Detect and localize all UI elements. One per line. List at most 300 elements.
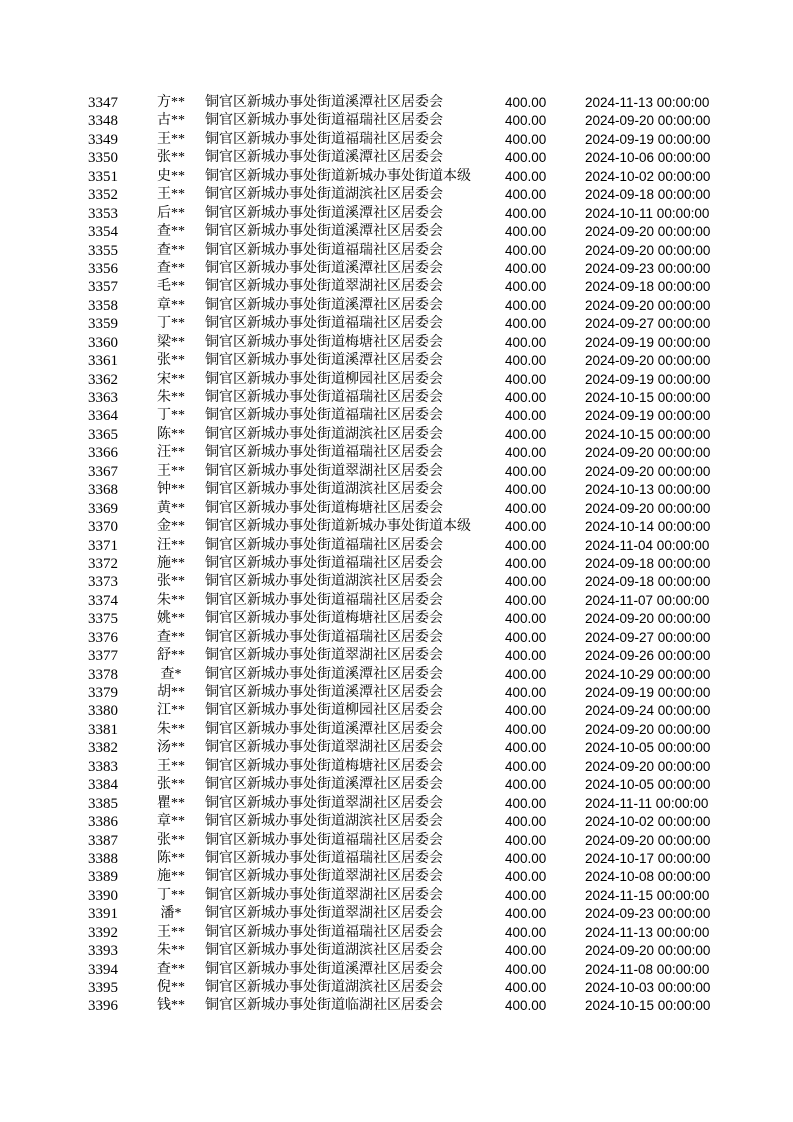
cell-org: 铜官区新城办事处街道福瑞社区居委会: [205, 316, 443, 332]
cell-amount: 400.00: [505, 224, 547, 240]
cell-amount: 400.00: [505, 685, 547, 700]
cell-org: 铜官区新城办事处街道福瑞社区居委会: [205, 242, 443, 258]
cell-id: 3378: [88, 666, 118, 683]
cell-amount: 400.00: [505, 703, 547, 719]
cell-name: 江**: [157, 703, 185, 719]
cell-amount: 400.00: [505, 648, 547, 664]
cell-amount: 400.00: [505, 740, 547, 756]
cell-id: 3388: [88, 850, 118, 867]
cell-org: 铜官区新城办事处街道翠湖社区居委会: [205, 906, 443, 922]
cell-amount: 400.00: [505, 371, 547, 387]
cell-id: 3365: [88, 426, 118, 443]
cell-id: 3391: [88, 906, 118, 923]
cell-id: 3352: [88, 187, 118, 204]
cell-id: 3395: [88, 980, 118, 996]
cell-org: 铜官区新城办事处街道福瑞社区居委会: [205, 592, 443, 608]
cell-name: 黄**: [157, 500, 185, 516]
cell-id: 3385: [88, 795, 118, 812]
cell-id: 3372: [88, 555, 118, 572]
cell-id: 3351: [88, 168, 118, 185]
cell-date: 2024-09-23 00:00:00: [585, 906, 711, 922]
cell-name: 史**: [157, 168, 185, 184]
cell-amount: 400.00: [505, 887, 547, 903]
cell-id: 3362: [88, 371, 118, 388]
cell-date: 2024-11-11 00:00:00: [585, 795, 709, 811]
cell-id: 3355: [88, 242, 118, 259]
cell-org: 铜官区新城办事处街道福瑞社区居委会: [205, 537, 443, 553]
cell-org: 铜官区新城办事处街道翠湖社区居委会: [205, 795, 443, 811]
cell-name: 张**: [157, 574, 185, 590]
cell-date: 2024-09-20 00:00:00: [585, 611, 711, 627]
cell-name: 丁**: [157, 408, 185, 424]
table-row: [0, 334, 793, 352]
cell-name: 瞿**: [157, 795, 185, 811]
cell-amount: 400.00: [505, 814, 547, 830]
table-row: [0, 684, 793, 702]
cell-name: 胡**: [157, 685, 185, 700]
cell-org: 铜官区新城办事处街道溪潭社区居委会: [205, 297, 443, 313]
cell-name: 倪**: [157, 980, 185, 995]
table-row: [0, 924, 793, 942]
cell-id: 3394: [88, 961, 118, 978]
cell-id: 3386: [88, 814, 118, 831]
cell-date: 2024-09-27 00:00:00: [585, 316, 711, 332]
cell-name: 王**: [157, 758, 185, 774]
cell-date: 2024-10-05 00:00:00: [585, 740, 711, 756]
cell-id: 3356: [88, 260, 118, 277]
cell-name: 查**: [157, 961, 185, 977]
cell-amount: 400.00: [505, 242, 547, 258]
cell-amount: 400.00: [505, 426, 547, 442]
cell-name: 朱**: [157, 943, 185, 959]
cell-org: 铜官区新城办事处街道溪潭社区居委会: [205, 205, 443, 221]
cell-date: 2024-09-19 00:00:00: [585, 334, 711, 350]
cell-name: 查**: [157, 224, 185, 240]
cell-name: 古**: [157, 113, 185, 129]
cell-date: 2024-10-02 00:00:00: [585, 168, 711, 184]
cell-org: 铜官区新城办事处街道翠湖社区居委会: [205, 740, 443, 756]
cell-name: 丁**: [157, 316, 185, 332]
cell-amount: 400.00: [505, 666, 547, 682]
cell-date: 2024-09-20 00:00:00: [585, 758, 711, 774]
cell-org: 铜官区新城办事处街道湖滨社区居委会: [205, 482, 443, 498]
cell-date: 2024-10-15 00:00:00: [585, 998, 711, 1014]
cell-name: 张**: [157, 777, 185, 793]
cell-amount: 400.00: [505, 850, 547, 866]
cell-org: 铜官区新城办事处街道福瑞社区居委会: [205, 832, 443, 848]
cell-date: 2024-09-18 00:00:00: [585, 279, 711, 295]
cell-org: 铜官区新城办事处街道湖滨社区居委会: [205, 943, 443, 959]
cell-org: 铜官区新城办事处街道翠湖社区居委会: [205, 869, 443, 885]
cell-name: 张**: [157, 150, 185, 166]
table-row: [0, 223, 793, 241]
cell-amount: 400.00: [505, 463, 547, 479]
cell-amount: 400.00: [505, 353, 547, 369]
cell-org: 铜官区新城办事处街道福瑞社区居委会: [205, 555, 443, 571]
cell-name: 施**: [157, 869, 185, 885]
cell-name: 宋**: [157, 371, 185, 387]
cell-id: 3375: [88, 611, 118, 628]
cell-id: 3360: [88, 334, 118, 351]
cell-id: 3379: [88, 685, 118, 701]
table-row: [0, 297, 793, 315]
table-row: [0, 776, 793, 794]
table-row: [0, 149, 793, 167]
cell-date: 2024-09-23 00:00:00: [585, 260, 711, 276]
cell-amount: 400.00: [505, 832, 547, 848]
cell-amount: 400.00: [505, 721, 547, 737]
cell-id: 3361: [88, 353, 118, 370]
table-row: [0, 94, 793, 112]
table-row: [0, 371, 793, 389]
cell-name: 王**: [157, 131, 185, 147]
cell-org: 铜官区新城办事处街道福瑞社区居委会: [205, 445, 443, 461]
table-row: [0, 426, 793, 444]
cell-org: 铜官区新城办事处街道溪潭社区居委会: [205, 224, 443, 240]
cell-date: 2024-09-18 00:00:00: [585, 187, 711, 203]
table-row: [0, 186, 793, 204]
cell-name: 朱**: [157, 721, 185, 737]
cell-amount: 400.00: [505, 334, 547, 350]
cell-org: 铜官区新城办事处街道溪潭社区居委会: [205, 150, 443, 166]
table-row: [0, 555, 793, 573]
cell-org: 铜官区新城办事处街道柳园社区居委会: [205, 703, 443, 719]
cell-date: 2024-09-20 00:00:00: [585, 943, 711, 959]
cell-amount: 400.00: [505, 445, 547, 461]
table-row: [0, 758, 793, 776]
cell-amount: 400.00: [505, 260, 547, 276]
cell-amount: 400.00: [505, 95, 547, 110]
cell-id: 3348: [88, 113, 118, 130]
cell-amount: 400.00: [505, 205, 547, 221]
cell-id: 3390: [88, 887, 118, 904]
cell-id: 3382: [88, 740, 118, 757]
table-row: [0, 168, 793, 186]
cell-date: 2024-09-19 00:00:00: [585, 131, 711, 147]
table-row: [0, 868, 793, 886]
cell-amount: 400.00: [505, 168, 547, 184]
cell-date: 2024-10-11 00:00:00: [585, 205, 710, 221]
cell-org: 铜官区新城办事处街道溪潭社区居委会: [205, 353, 443, 369]
cell-id: 3367: [88, 463, 118, 480]
table-row: [0, 389, 793, 407]
table-row: [0, 463, 793, 481]
cell-amount: 400.00: [505, 869, 547, 885]
cell-name: 王**: [157, 187, 185, 203]
cell-date: 2024-11-13 00:00:00: [585, 95, 710, 110]
cell-date: 2024-09-18 00:00:00: [585, 574, 711, 590]
cell-id: 3370: [88, 519, 118, 536]
cell-date: 2024-09-27 00:00:00: [585, 629, 711, 645]
cell-date: 2024-11-13 00:00:00: [585, 924, 710, 940]
cell-org: 铜官区新城办事处街道梅塘社区居委会: [205, 334, 443, 350]
table-row: [0, 997, 793, 1015]
cell-date: 2024-09-19 00:00:00: [585, 408, 711, 424]
cell-date: 2024-10-08 00:00:00: [585, 869, 711, 885]
cell-date: 2024-09-20 00:00:00: [585, 463, 711, 479]
cell-org: 铜官区新城办事处街道梅塘社区居委会: [205, 500, 443, 516]
cell-date: 2024-11-04 00:00:00: [585, 537, 710, 553]
cell-amount: 400.00: [505, 795, 547, 811]
cell-date: 2024-11-15 00:00:00: [585, 887, 710, 903]
cell-org: 铜官区新城办事处街道湖滨社区居委会: [205, 814, 443, 830]
cell-name: 张**: [157, 832, 185, 848]
cell-org: 铜官区新城办事处街道翠湖社区居委会: [205, 648, 443, 664]
cell-date: 2024-09-18 00:00:00: [585, 555, 711, 571]
cell-id: 3358: [88, 297, 118, 314]
cell-name: 查**: [157, 260, 185, 276]
table-row: [0, 666, 793, 684]
cell-org: 铜官区新城办事处街道福瑞社区居委会: [205, 850, 443, 866]
cell-name: 陈**: [157, 426, 185, 442]
table-row: [0, 112, 793, 130]
cell-id: 3350: [88, 150, 118, 167]
table-row: [0, 647, 793, 665]
cell-id: 3357: [88, 279, 118, 296]
cell-date: 2024-09-26 00:00:00: [585, 648, 711, 664]
table-row: [0, 905, 793, 923]
table-row: [0, 352, 793, 370]
cell-org: 铜官区新城办事处街道湖滨社区居委会: [205, 426, 443, 442]
cell-org: 铜官区新城办事处街道梅塘社区居委会: [205, 611, 443, 627]
cell-id: 3383: [88, 758, 118, 775]
cell-date: 2024-10-14 00:00:00: [585, 519, 711, 535]
cell-id: 3376: [88, 629, 118, 646]
cell-name: 毛**: [157, 279, 185, 295]
cell-name: 查**: [157, 629, 185, 645]
cell-name: 施**: [157, 555, 185, 571]
cell-date: 2024-09-20 00:00:00: [585, 353, 711, 369]
cell-name: 汪**: [157, 445, 185, 461]
table-row: [0, 795, 793, 813]
cell-name: 汪**: [157, 537, 185, 553]
cell-org: 铜官区新城办事处街道溪潭社区居委会: [205, 961, 443, 977]
cell-id: 3389: [88, 869, 118, 886]
cell-org: 铜官区新城办事处街道溪潭社区居委会: [205, 260, 443, 276]
cell-id: 3392: [88, 924, 118, 941]
cell-org: 铜官区新城办事处街道梅塘社区居委会: [205, 758, 443, 774]
cell-amount: 400.00: [505, 150, 547, 166]
cell-name: 章**: [157, 814, 185, 830]
table-row: [0, 278, 793, 296]
cell-name: 潘*: [160, 906, 182, 922]
cell-date: 2024-11-07 00:00:00: [585, 592, 710, 608]
cell-org: 铜官区新城办事处街道翠湖社区居委会: [205, 887, 443, 903]
cell-date: 2024-09-20 00:00:00: [585, 297, 711, 313]
cell-name: 姚**: [157, 611, 185, 627]
cell-id: 3384: [88, 777, 118, 794]
cell-date: 2024-09-20 00:00:00: [585, 113, 711, 129]
cell-amount: 400.00: [505, 629, 547, 645]
cell-amount: 400.00: [505, 113, 547, 129]
cell-amount: 400.00: [505, 924, 547, 940]
cell-amount: 400.00: [505, 500, 547, 516]
cell-name: 丁**: [157, 887, 185, 903]
cell-name: 方**: [157, 95, 185, 110]
cell-org: 铜官区新城办事处街道翠湖社区居委会: [205, 279, 443, 295]
table-row: [0, 592, 793, 610]
cell-amount: 400.00: [505, 906, 547, 922]
cell-id: 3387: [88, 832, 118, 849]
cell-amount: 400.00: [505, 297, 547, 313]
table-row: [0, 131, 793, 149]
cell-id: 3381: [88, 721, 118, 738]
cell-name: 王**: [157, 463, 185, 479]
cell-org: 铜官区新城办事处街道福瑞社区居委会: [205, 629, 443, 645]
cell-id: 3377: [88, 648, 118, 665]
cell-id: 3369: [88, 500, 118, 517]
cell-org: 铜官区新城办事处街道溪潭社区居委会: [205, 685, 443, 700]
cell-date: 2024-10-02 00:00:00: [585, 814, 711, 830]
cell-amount: 400.00: [505, 592, 547, 608]
cell-org: 铜官区新城办事处街道湖滨社区居委会: [205, 187, 443, 203]
cell-id: 3366: [88, 445, 118, 462]
cell-date: 2024-09-19 00:00:00: [585, 371, 711, 387]
cell-name: 舒**: [157, 648, 185, 664]
table-row: [0, 260, 793, 278]
cell-name: 钱**: [157, 998, 185, 1014]
cell-date: 2024-10-13 00:00:00: [585, 482, 711, 498]
cell-org: 铜官区新城办事处街道溪潭社区居委会: [205, 721, 443, 737]
cell-org: 铜官区新城办事处街道临湖社区居委会: [205, 998, 443, 1014]
cell-amount: 400.00: [505, 408, 547, 424]
table-row: [0, 573, 793, 591]
cell-id: 3349: [88, 131, 118, 148]
cell-org: 铜官区新城办事处街道福瑞社区居委会: [205, 131, 443, 147]
table-row: [0, 813, 793, 831]
cell-id: 3368: [88, 482, 118, 499]
cell-amount: 400.00: [505, 758, 547, 774]
cell-amount: 400.00: [505, 555, 547, 571]
table-row: [0, 961, 793, 979]
table-row: [0, 979, 793, 997]
cell-org: 铜官区新城办事处街道翠湖社区居委会: [205, 463, 443, 479]
cell-amount: 400.00: [505, 537, 547, 553]
cell-date: 2024-10-05 00:00:00: [585, 777, 711, 793]
cell-amount: 400.00: [505, 777, 547, 793]
cell-name: 查*: [160, 666, 182, 682]
cell-amount: 400.00: [505, 574, 547, 590]
cell-date: 2024-10-15 00:00:00: [585, 390, 711, 405]
cell-amount: 400.00: [505, 187, 547, 203]
cell-amount: 400.00: [505, 980, 547, 995]
cell-amount: 400.00: [505, 961, 547, 977]
table-row: [0, 537, 793, 555]
table-row: [0, 739, 793, 757]
table-row: [0, 481, 793, 499]
cell-amount: 400.00: [505, 131, 547, 147]
table-body: [0, 94, 793, 1016]
cell-amount: 400.00: [505, 316, 547, 332]
cell-id: 3380: [88, 703, 118, 720]
cell-date: 2024-09-20 00:00:00: [585, 832, 711, 848]
cell-name: 陈**: [157, 850, 185, 866]
table-row: [0, 444, 793, 462]
table-row: [0, 887, 793, 905]
cell-amount: 400.00: [505, 943, 547, 959]
cell-id: 3371: [88, 537, 118, 554]
cell-org: 铜官区新城办事处街道福瑞社区居委会: [205, 924, 443, 940]
cell-name: 查**: [157, 242, 185, 258]
cell-id: 3374: [88, 592, 118, 609]
cell-date: 2024-09-20 00:00:00: [585, 721, 711, 737]
cell-amount: 400.00: [505, 279, 547, 295]
cell-id: 3393: [88, 943, 118, 960]
cell-name: 汤**: [157, 740, 185, 756]
cell-org: 铜官区新城办事处街道福瑞社区居委会: [205, 408, 443, 424]
cell-name: 朱**: [157, 592, 185, 608]
table-row: [0, 205, 793, 223]
table-row: [0, 610, 793, 628]
table-row: [0, 702, 793, 720]
cell-date: 2024-09-20 00:00:00: [585, 445, 711, 461]
cell-amount: 400.00: [505, 519, 547, 535]
cell-org: 铜官区新城办事处街道新城办事处街道本级: [205, 168, 471, 184]
table-row: [0, 629, 793, 647]
cell-id: 3353: [88, 205, 118, 222]
cell-id: 3359: [88, 316, 118, 333]
cell-org: 铜官区新城办事处街道溪潭社区居委会: [205, 666, 443, 682]
cell-id: 3396: [88, 998, 118, 1015]
table-row: [0, 242, 793, 260]
cell-name: 章**: [157, 297, 185, 313]
cell-name: 朱**: [157, 390, 185, 405]
cell-org: 铜官区新城办事处街道福瑞社区居委会: [205, 390, 443, 405]
cell-name: 金**: [157, 519, 185, 535]
cell-org: 铜官区新城办事处街道湖滨社区居委会: [205, 980, 443, 995]
cell-org: 铜官区新城办事处街道柳园社区居委会: [205, 371, 443, 387]
cell-amount: 400.00: [505, 390, 547, 405]
cell-org: 铜官区新城办事处街道湖滨社区居委会: [205, 574, 443, 590]
table-row: [0, 832, 793, 850]
cell-org: 铜官区新城办事处街道溪潭社区居委会: [205, 777, 443, 793]
table-row: [0, 518, 793, 536]
table-row: [0, 407, 793, 425]
cell-name: 后**: [157, 205, 185, 221]
cell-date: 2024-10-29 00:00:00: [585, 666, 711, 682]
cell-name: 王**: [157, 924, 185, 940]
cell-id: 3363: [88, 390, 118, 406]
cell-id: 3364: [88, 408, 118, 425]
table-row: [0, 721, 793, 739]
cell-id: 3373: [88, 574, 118, 591]
cell-org: 铜官区新城办事处街道福瑞社区居委会: [205, 113, 443, 129]
cell-name: 张**: [157, 353, 185, 369]
cell-date: 2024-09-20 00:00:00: [585, 242, 711, 258]
cell-id: 3347: [88, 95, 118, 111]
cell-date: 2024-10-06 00:00:00: [585, 150, 711, 166]
cell-date: 2024-09-20 00:00:00: [585, 224, 711, 240]
table-row: [0, 942, 793, 960]
cell-id: 3354: [88, 224, 118, 241]
cell-name: 梁**: [157, 334, 185, 350]
table-row: [0, 850, 793, 868]
cell-date: 2024-10-15 00:00:00: [585, 426, 711, 442]
cell-date: 2024-09-19 00:00:00: [585, 685, 711, 700]
cell-date: 2024-09-20 00:00:00: [585, 500, 711, 516]
cell-org: 铜官区新城办事处街道新城办事处街道本级: [205, 519, 471, 535]
table-row: [0, 315, 793, 333]
cell-amount: 400.00: [505, 611, 547, 627]
table-row: [0, 500, 793, 518]
cell-name: 钟**: [157, 482, 185, 498]
cell-date: 2024-10-03 00:00:00: [585, 980, 711, 995]
cell-org: 铜官区新城办事处街道溪潭社区居委会: [205, 95, 443, 110]
cell-amount: 400.00: [505, 998, 547, 1014]
cell-date: 2024-10-17 00:00:00: [585, 850, 711, 866]
cell-date: 2024-09-24 00:00:00: [585, 703, 711, 719]
cell-amount: 400.00: [505, 482, 547, 498]
